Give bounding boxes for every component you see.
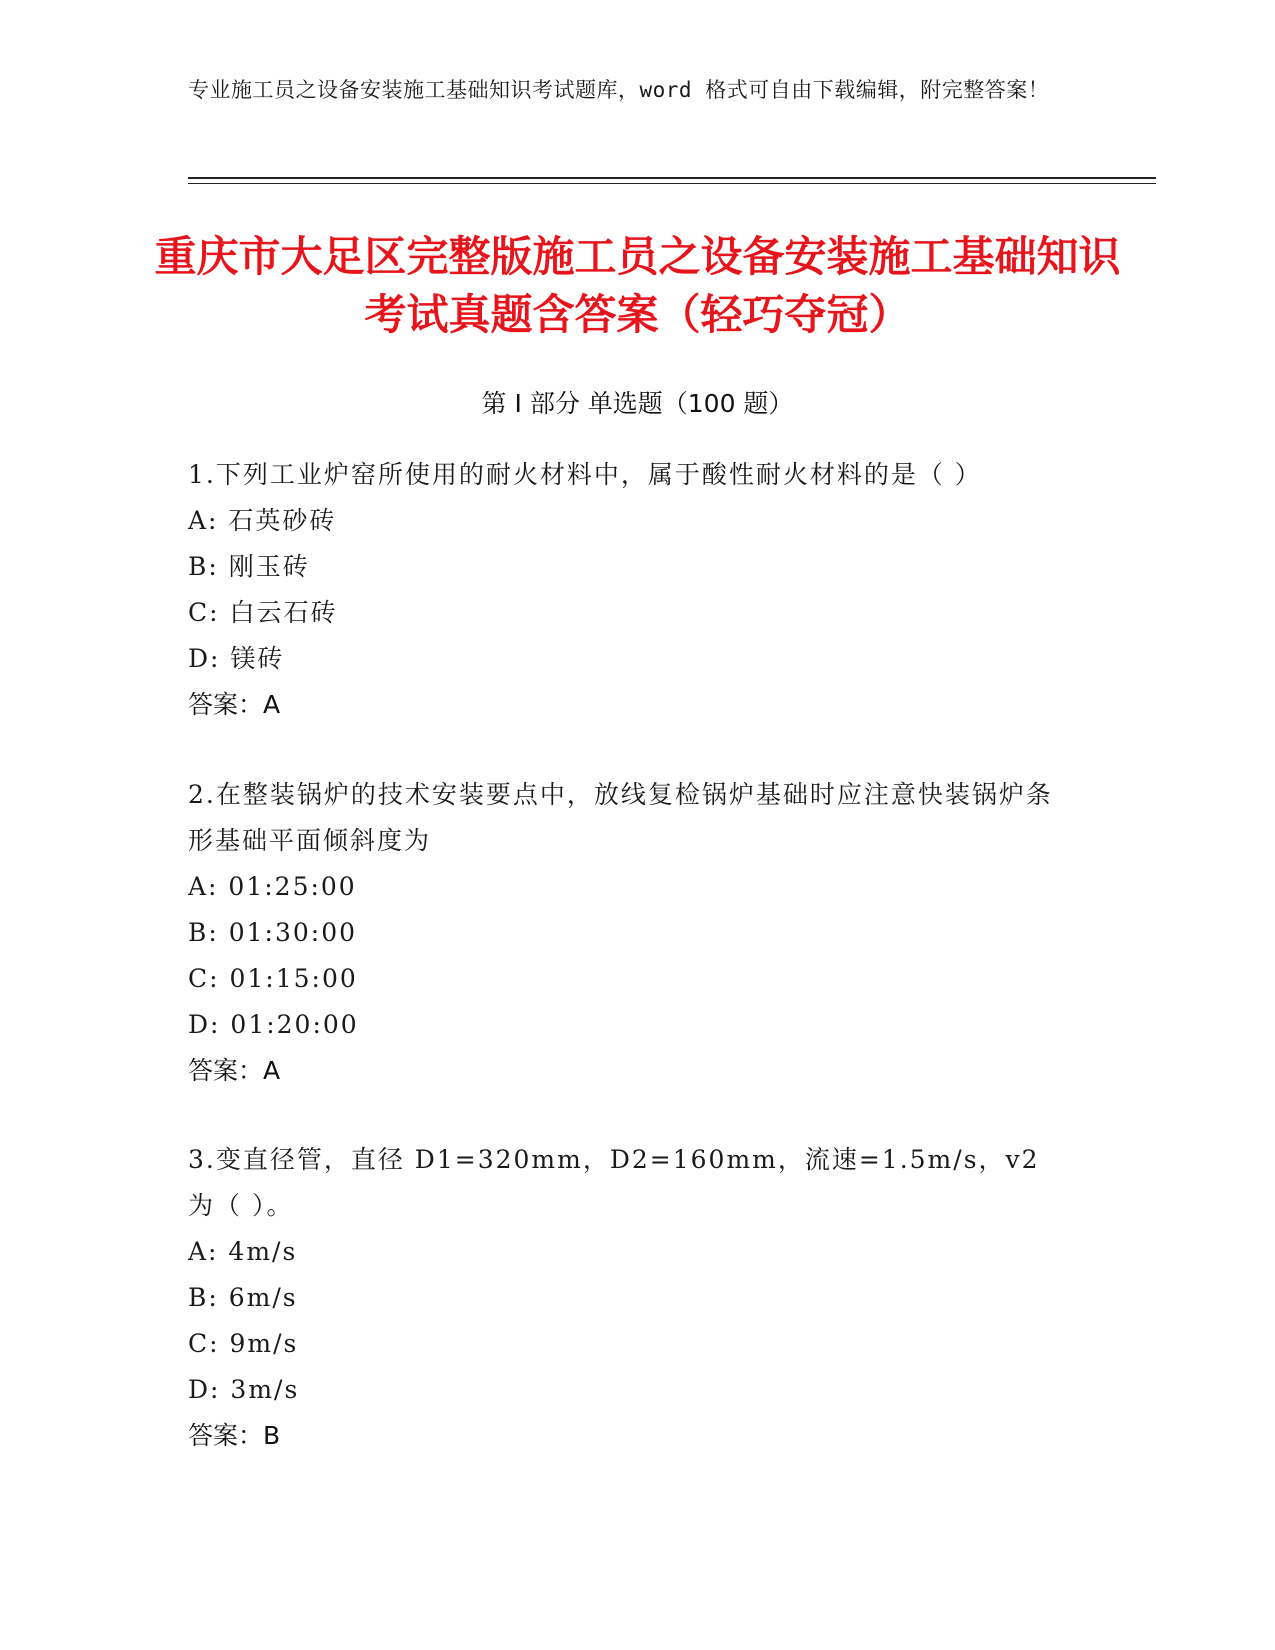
answer-label: 答案：A [188,690,281,719]
question-stem: 1.下列工业炉窑所使用的耐火材料中，属于酸性耐火材料的是（ ） [188,460,982,489]
option-c: C: 01:15:00 [188,964,358,993]
question-2 [188,772,1068,1094]
question-stem: 3.变直径管，直径 D1=320mm，D2=160mm，流速=1.5m/s，v2 为（ ）。 [188,1145,1040,1220]
option-b: B: 刚玉砖 [188,552,310,581]
option-a: A: 4m/s [188,1237,298,1266]
option-a: A: 石英砂砖 [188,506,337,535]
option-b: B: 01:30:00 [188,918,358,947]
option-a: A: 01:25:00 [188,872,357,901]
option-b: B: 6m/s [188,1283,298,1312]
option-d: D: 3m/s [188,1375,300,1404]
question-stem: 2.在整装锅炉的技术安装要点中，放线复检锅炉基础时应注意快装锅炉条形基础平面倾斜度为 [188,780,1053,855]
question-3 [188,1137,1068,1459]
header-divider-thick [188,177,1156,179]
header-note: 专业施工员之设备安装施工基础知识考试题库，word 格式可自由下载编辑，附完整答案！ [188,78,1050,102]
option-d: D: 镁砖 [188,644,285,673]
section-title: 第 I 部分 单选题（100 题） [481,389,794,418]
answer-label: 答案：B [188,1421,281,1450]
option-d: D: 01:20:00 [188,1010,359,1039]
header-divider-thin [188,183,1156,184]
question-1 [188,452,1068,728]
document-title: 重庆市大足区完整版施工员之设备安装施工基础知识考试真题含答案（轻巧夺冠） [154,232,1121,339]
answer-label: 答案：A [188,1056,281,1085]
option-c: C: 白云石砖 [188,598,338,627]
option-c: C: 9m/s [188,1329,299,1358]
